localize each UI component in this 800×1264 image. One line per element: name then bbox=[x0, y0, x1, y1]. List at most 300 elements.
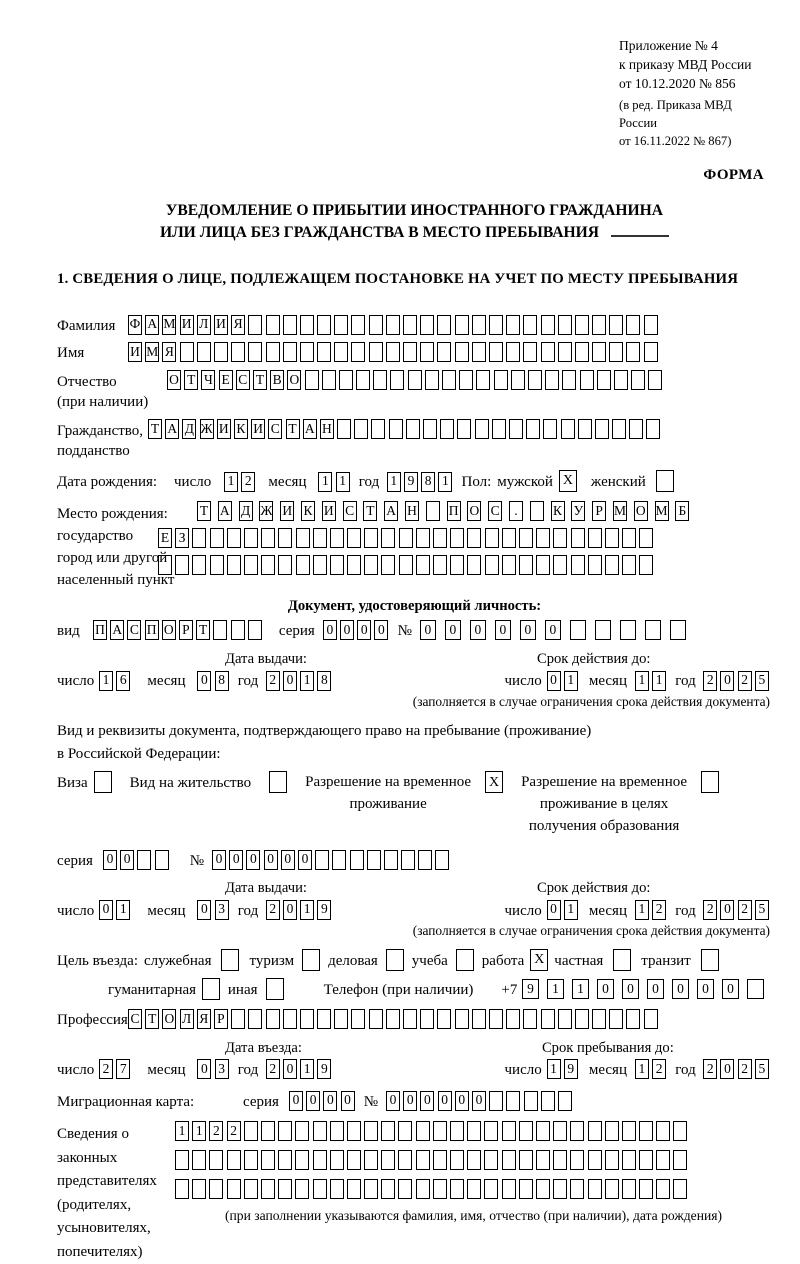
char-cell[interactable] bbox=[541, 1009, 555, 1029]
char-cell[interactable] bbox=[210, 555, 224, 575]
char-cell[interactable] bbox=[588, 555, 602, 575]
char-cell[interactable]: 2 bbox=[241, 472, 255, 492]
char-cell[interactable] bbox=[425, 370, 439, 390]
char-cell[interactable] bbox=[562, 370, 576, 390]
visa-checkbox[interactable] bbox=[94, 771, 112, 793]
char-cell[interactable]: Н bbox=[405, 501, 419, 521]
char-cell[interactable] bbox=[367, 850, 381, 870]
char-cell[interactable]: М bbox=[655, 501, 669, 521]
char-cell[interactable] bbox=[192, 1179, 206, 1199]
sex-female-checkbox[interactable] bbox=[656, 470, 674, 492]
char-cell[interactable]: Т bbox=[145, 1009, 159, 1029]
char-cell[interactable] bbox=[433, 555, 447, 575]
char-cell[interactable]: 0 bbox=[283, 900, 297, 920]
char-cell[interactable] bbox=[472, 1009, 486, 1029]
char-cell[interactable] bbox=[570, 1179, 584, 1199]
char-cell[interactable]: 0 bbox=[545, 620, 561, 640]
char-cell[interactable] bbox=[457, 419, 471, 439]
char-cell[interactable] bbox=[398, 1179, 412, 1199]
char-cell[interactable] bbox=[213, 620, 227, 640]
char-cell[interactable] bbox=[197, 342, 211, 362]
char-cell[interactable] bbox=[354, 419, 368, 439]
char-cell[interactable]: А bbox=[218, 501, 232, 521]
char-cell[interactable] bbox=[747, 979, 764, 999]
char-cell[interactable] bbox=[244, 1179, 258, 1199]
char-cell[interactable]: 2 bbox=[703, 1059, 717, 1079]
char-cell[interactable]: Ф bbox=[128, 315, 142, 335]
char-cell[interactable]: С bbox=[343, 501, 357, 521]
char-cell[interactable]: 0 bbox=[289, 1091, 303, 1111]
char-cell[interactable]: Ж bbox=[259, 501, 273, 521]
char-cell[interactable]: Т bbox=[197, 501, 211, 521]
char-cell[interactable] bbox=[612, 419, 626, 439]
char-cell[interactable] bbox=[450, 1179, 464, 1199]
char-cell[interactable] bbox=[558, 342, 572, 362]
char-cell[interactable] bbox=[420, 1009, 434, 1029]
char-cell[interactable] bbox=[278, 1150, 292, 1170]
char-cell[interactable] bbox=[494, 370, 508, 390]
char-cell[interactable] bbox=[347, 1179, 361, 1199]
char-cell[interactable] bbox=[332, 850, 346, 870]
char-cell[interactable] bbox=[519, 1150, 533, 1170]
residence-permit-checkbox[interactable] bbox=[269, 771, 287, 793]
char-cell[interactable] bbox=[433, 1179, 447, 1199]
char-cell[interactable] bbox=[369, 315, 383, 335]
char-cell[interactable] bbox=[423, 419, 437, 439]
char-cell[interactable]: 0 bbox=[647, 979, 664, 999]
char-cell[interactable] bbox=[631, 370, 645, 390]
char-cell[interactable] bbox=[209, 1179, 223, 1199]
char-cell[interactable] bbox=[330, 528, 344, 548]
char-cell[interactable]: И bbox=[217, 419, 231, 439]
char-cell[interactable] bbox=[278, 528, 292, 548]
char-cell[interactable] bbox=[571, 555, 585, 575]
char-cell[interactable]: 2 bbox=[738, 671, 752, 691]
char-cell[interactable] bbox=[350, 850, 364, 870]
char-cell[interactable] bbox=[231, 1009, 245, 1029]
char-cell[interactable]: П bbox=[93, 620, 107, 640]
char-cell[interactable]: Л bbox=[197, 315, 211, 335]
char-cell[interactable] bbox=[472, 315, 486, 335]
char-cell[interactable]: И bbox=[251, 419, 265, 439]
char-cell[interactable] bbox=[656, 1150, 670, 1170]
char-cell[interactable] bbox=[347, 1150, 361, 1170]
char-cell[interactable] bbox=[406, 419, 420, 439]
char-cell[interactable] bbox=[597, 370, 611, 390]
char-cell[interactable] bbox=[437, 315, 451, 335]
char-cell[interactable] bbox=[300, 1009, 314, 1029]
char-cell[interactable] bbox=[403, 1009, 417, 1029]
char-cell[interactable]: Н bbox=[320, 419, 334, 439]
char-cell[interactable]: 1 bbox=[652, 671, 666, 691]
char-cell[interactable] bbox=[622, 1150, 636, 1170]
char-cell[interactable] bbox=[381, 555, 395, 575]
char-cell[interactable] bbox=[489, 1091, 503, 1111]
char-cell[interactable] bbox=[261, 528, 275, 548]
char-cell[interactable]: 1 bbox=[438, 472, 452, 492]
char-cell[interactable] bbox=[506, 1091, 520, 1111]
char-cell[interactable] bbox=[296, 528, 310, 548]
char-cell[interactable]: Д bbox=[182, 419, 196, 439]
char-cell[interactable]: 0 bbox=[520, 620, 536, 640]
char-cell[interactable] bbox=[506, 342, 520, 362]
char-cell[interactable] bbox=[364, 1179, 378, 1199]
char-cell[interactable] bbox=[266, 1009, 280, 1029]
char-cell[interactable]: 0 bbox=[341, 1091, 355, 1111]
char-cell[interactable] bbox=[605, 1121, 619, 1141]
char-cell[interactable]: 0 bbox=[197, 900, 211, 920]
char-cell[interactable] bbox=[506, 315, 520, 335]
char-cell[interactable]: И bbox=[322, 501, 336, 521]
char-cell[interactable] bbox=[398, 1150, 412, 1170]
char-cell[interactable] bbox=[192, 1150, 206, 1170]
char-cell[interactable] bbox=[523, 342, 537, 362]
char-cell[interactable] bbox=[639, 1121, 653, 1141]
char-cell[interactable] bbox=[155, 850, 169, 870]
char-cell[interactable]: 0 bbox=[306, 1091, 320, 1111]
char-cell[interactable]: И bbox=[280, 501, 294, 521]
char-cell[interactable]: 0 bbox=[229, 850, 243, 870]
purpose-other-checkbox[interactable] bbox=[266, 978, 284, 1000]
char-cell[interactable]: 0 bbox=[264, 850, 278, 870]
char-cell[interactable] bbox=[626, 1009, 640, 1029]
char-cell[interactable]: 0 bbox=[597, 979, 614, 999]
char-cell[interactable] bbox=[399, 528, 413, 548]
char-cell[interactable] bbox=[580, 370, 594, 390]
char-cell[interactable] bbox=[450, 1121, 464, 1141]
char-cell[interactable] bbox=[644, 342, 658, 362]
char-cell[interactable]: Л bbox=[180, 1009, 194, 1029]
char-cell[interactable] bbox=[283, 342, 297, 362]
char-cell[interactable] bbox=[364, 1121, 378, 1141]
char-cell[interactable]: К bbox=[234, 419, 248, 439]
char-cell[interactable]: В bbox=[270, 370, 284, 390]
char-cell[interactable] bbox=[420, 342, 434, 362]
char-cell[interactable]: 0 bbox=[622, 979, 639, 999]
char-cell[interactable]: 7 bbox=[116, 1059, 130, 1079]
char-cell[interactable] bbox=[553, 1150, 567, 1170]
char-cell[interactable] bbox=[673, 1179, 687, 1199]
char-cell[interactable] bbox=[467, 1179, 481, 1199]
char-cell[interactable] bbox=[416, 1150, 430, 1170]
char-cell[interactable] bbox=[536, 555, 550, 575]
char-cell[interactable]: 1 bbox=[547, 1059, 561, 1079]
char-cell[interactable] bbox=[502, 1121, 516, 1141]
char-cell[interactable]: 0 bbox=[547, 671, 561, 691]
char-cell[interactable] bbox=[595, 419, 609, 439]
char-cell[interactable]: 0 bbox=[420, 620, 436, 640]
char-cell[interactable] bbox=[570, 620, 586, 640]
char-cell[interactable] bbox=[351, 342, 365, 362]
char-cell[interactable]: С bbox=[268, 419, 282, 439]
char-cell[interactable] bbox=[485, 555, 499, 575]
char-cell[interactable] bbox=[210, 528, 224, 548]
char-cell[interactable] bbox=[626, 342, 640, 362]
char-cell[interactable]: О bbox=[162, 1009, 176, 1029]
purpose-humanitarian-checkbox[interactable] bbox=[202, 978, 220, 1000]
char-cell[interactable] bbox=[530, 501, 544, 521]
char-cell[interactable]: . bbox=[509, 501, 523, 521]
char-cell[interactable]: 8 bbox=[317, 671, 331, 691]
char-cell[interactable] bbox=[408, 370, 422, 390]
char-cell[interactable] bbox=[506, 1009, 520, 1029]
char-cell[interactable] bbox=[317, 1009, 331, 1029]
char-cell[interactable] bbox=[570, 1121, 584, 1141]
char-cell[interactable]: 0 bbox=[697, 979, 714, 999]
char-cell[interactable] bbox=[175, 1179, 189, 1199]
char-cell[interactable]: 1 bbox=[300, 1059, 314, 1079]
char-cell[interactable] bbox=[467, 1150, 481, 1170]
purpose-tourism-checkbox[interactable] bbox=[302, 949, 320, 971]
sex-male-checkbox[interactable]: X bbox=[559, 470, 577, 492]
char-cell[interactable] bbox=[295, 1179, 309, 1199]
char-cell[interactable]: 1 bbox=[387, 472, 401, 492]
char-cell[interactable]: 2 bbox=[266, 671, 280, 691]
char-cell[interactable] bbox=[622, 1179, 636, 1199]
char-cell[interactable] bbox=[261, 1150, 275, 1170]
char-cell[interactable] bbox=[502, 1150, 516, 1170]
char-cell[interactable]: К bbox=[551, 501, 565, 521]
char-cell[interactable]: 5 bbox=[755, 900, 769, 920]
char-cell[interactable] bbox=[295, 1150, 309, 1170]
char-cell[interactable]: 0 bbox=[495, 620, 511, 640]
char-cell[interactable] bbox=[553, 528, 567, 548]
char-cell[interactable] bbox=[528, 370, 542, 390]
char-cell[interactable] bbox=[403, 315, 417, 335]
char-cell[interactable]: И bbox=[180, 315, 194, 335]
char-cell[interactable] bbox=[450, 528, 464, 548]
char-cell[interactable] bbox=[592, 1009, 606, 1029]
char-cell[interactable] bbox=[192, 555, 206, 575]
char-cell[interactable] bbox=[570, 1150, 584, 1170]
char-cell[interactable] bbox=[398, 1121, 412, 1141]
char-cell[interactable] bbox=[386, 342, 400, 362]
char-cell[interactable] bbox=[227, 528, 241, 548]
char-cell[interactable]: 1 bbox=[116, 900, 130, 920]
char-cell[interactable]: Т bbox=[286, 419, 300, 439]
char-cell[interactable] bbox=[536, 1179, 550, 1199]
char-cell[interactable] bbox=[523, 315, 537, 335]
char-cell[interactable] bbox=[605, 1150, 619, 1170]
char-cell[interactable] bbox=[244, 555, 258, 575]
char-cell[interactable] bbox=[313, 528, 327, 548]
char-cell[interactable] bbox=[248, 315, 262, 335]
char-cell[interactable]: 2 bbox=[652, 1059, 666, 1079]
char-cell[interactable] bbox=[209, 1150, 223, 1170]
char-cell[interactable] bbox=[305, 370, 319, 390]
char-cell[interactable]: А bbox=[384, 501, 398, 521]
char-cell[interactable]: 0 bbox=[103, 850, 117, 870]
char-cell[interactable] bbox=[536, 1121, 550, 1141]
char-cell[interactable] bbox=[440, 419, 454, 439]
char-cell[interactable] bbox=[489, 342, 503, 362]
char-cell[interactable]: 2 bbox=[99, 1059, 113, 1079]
char-cell[interactable] bbox=[248, 1009, 262, 1029]
char-cell[interactable]: Я bbox=[231, 315, 245, 335]
char-cell[interactable] bbox=[175, 555, 189, 575]
char-cell[interactable] bbox=[337, 419, 351, 439]
char-cell[interactable] bbox=[629, 419, 643, 439]
char-cell[interactable] bbox=[248, 620, 262, 640]
char-cell[interactable] bbox=[300, 342, 314, 362]
char-cell[interactable]: П bbox=[447, 501, 461, 521]
char-cell[interactable] bbox=[484, 1150, 498, 1170]
char-cell[interactable] bbox=[433, 1121, 447, 1141]
char-cell[interactable] bbox=[278, 555, 292, 575]
char-cell[interactable] bbox=[484, 1179, 498, 1199]
char-cell[interactable] bbox=[248, 342, 262, 362]
char-cell[interactable] bbox=[244, 528, 258, 548]
char-cell[interactable] bbox=[592, 315, 606, 335]
char-cell[interactable] bbox=[330, 1150, 344, 1170]
char-cell[interactable] bbox=[364, 528, 378, 548]
char-cell[interactable] bbox=[502, 555, 516, 575]
char-cell[interactable] bbox=[578, 419, 592, 439]
char-cell[interactable] bbox=[244, 1121, 258, 1141]
char-cell[interactable] bbox=[524, 1091, 538, 1111]
char-cell[interactable]: И bbox=[214, 315, 228, 335]
char-cell[interactable] bbox=[509, 419, 523, 439]
char-cell[interactable] bbox=[639, 528, 653, 548]
char-cell[interactable] bbox=[558, 1009, 572, 1029]
char-cell[interactable] bbox=[313, 555, 327, 575]
char-cell[interactable]: О bbox=[467, 501, 481, 521]
char-cell[interactable] bbox=[558, 315, 572, 335]
char-cell[interactable] bbox=[231, 620, 245, 640]
char-cell[interactable] bbox=[484, 1121, 498, 1141]
char-cell[interactable] bbox=[489, 1009, 503, 1029]
char-cell[interactable] bbox=[433, 528, 447, 548]
char-cell[interactable] bbox=[575, 315, 589, 335]
char-cell[interactable]: Ч bbox=[201, 370, 215, 390]
char-cell[interactable] bbox=[437, 342, 451, 362]
char-cell[interactable]: 0 bbox=[283, 1059, 297, 1079]
char-cell[interactable] bbox=[283, 1009, 297, 1029]
char-cell[interactable] bbox=[588, 1150, 602, 1170]
char-cell[interactable] bbox=[296, 555, 310, 575]
char-cell[interactable] bbox=[330, 555, 344, 575]
char-cell[interactable] bbox=[381, 1179, 395, 1199]
char-cell[interactable]: Е bbox=[219, 370, 233, 390]
char-cell[interactable] bbox=[330, 1121, 344, 1141]
purpose-private-checkbox[interactable] bbox=[613, 949, 631, 971]
char-cell[interactable] bbox=[426, 501, 440, 521]
char-cell[interactable]: А bbox=[145, 315, 159, 335]
char-cell[interactable] bbox=[588, 1121, 602, 1141]
char-cell[interactable]: Р bbox=[592, 501, 606, 521]
char-cell[interactable]: 2 bbox=[703, 900, 717, 920]
char-cell[interactable]: 1 bbox=[635, 900, 649, 920]
char-cell[interactable] bbox=[489, 315, 503, 335]
char-cell[interactable]: 0 bbox=[246, 850, 260, 870]
purpose-official-checkbox[interactable] bbox=[221, 949, 239, 971]
char-cell[interactable] bbox=[322, 370, 336, 390]
char-cell[interactable] bbox=[295, 1121, 309, 1141]
char-cell[interactable] bbox=[364, 555, 378, 575]
char-cell[interactable] bbox=[278, 1121, 292, 1141]
char-cell[interactable]: 0 bbox=[99, 900, 113, 920]
char-cell[interactable]: О bbox=[162, 620, 176, 640]
char-cell[interactable] bbox=[373, 370, 387, 390]
char-cell[interactable] bbox=[475, 419, 489, 439]
char-cell[interactable]: 0 bbox=[720, 671, 734, 691]
char-cell[interactable] bbox=[605, 1179, 619, 1199]
char-cell[interactable]: 1 bbox=[564, 900, 578, 920]
char-cell[interactable] bbox=[605, 528, 619, 548]
char-cell[interactable] bbox=[231, 342, 245, 362]
char-cell[interactable] bbox=[381, 1150, 395, 1170]
char-cell[interactable] bbox=[317, 342, 331, 362]
char-cell[interactable] bbox=[648, 370, 662, 390]
char-cell[interactable]: 6 bbox=[116, 671, 130, 691]
char-cell[interactable] bbox=[605, 555, 619, 575]
char-cell[interactable] bbox=[399, 555, 413, 575]
char-cell[interactable] bbox=[381, 528, 395, 548]
char-cell[interactable]: М bbox=[162, 315, 176, 335]
char-cell[interactable] bbox=[575, 1009, 589, 1029]
char-cell[interactable]: 2 bbox=[266, 1059, 280, 1079]
char-cell[interactable] bbox=[558, 1091, 572, 1111]
char-cell[interactable]: Р bbox=[214, 1009, 228, 1029]
char-cell[interactable] bbox=[670, 620, 686, 640]
char-cell[interactable]: 1 bbox=[572, 979, 589, 999]
char-cell[interactable] bbox=[351, 315, 365, 335]
char-cell[interactable] bbox=[472, 342, 486, 362]
purpose-work-checkbox[interactable]: X bbox=[530, 949, 548, 971]
char-cell[interactable]: Е bbox=[158, 528, 172, 548]
char-cell[interactable]: Я bbox=[197, 1009, 211, 1029]
char-cell[interactable] bbox=[639, 1179, 653, 1199]
char-cell[interactable] bbox=[300, 315, 314, 335]
char-cell[interactable] bbox=[519, 1179, 533, 1199]
char-cell[interactable]: 1 bbox=[224, 472, 238, 492]
char-cell[interactable]: А bbox=[303, 419, 317, 439]
char-cell[interactable]: У bbox=[571, 501, 585, 521]
char-cell[interactable]: Б bbox=[675, 501, 689, 521]
char-cell[interactable] bbox=[261, 1179, 275, 1199]
char-cell[interactable] bbox=[609, 1009, 623, 1029]
char-cell[interactable]: 0 bbox=[197, 671, 211, 691]
char-cell[interactable] bbox=[553, 1179, 567, 1199]
char-cell[interactable] bbox=[541, 315, 555, 335]
char-cell[interactable]: 1 bbox=[547, 979, 564, 999]
char-cell[interactable]: К bbox=[301, 501, 315, 521]
char-cell[interactable] bbox=[511, 370, 525, 390]
char-cell[interactable]: Т bbox=[363, 501, 377, 521]
char-cell[interactable]: Д bbox=[239, 501, 253, 521]
char-cell[interactable]: 1 bbox=[300, 900, 314, 920]
char-cell[interactable] bbox=[609, 342, 623, 362]
char-cell[interactable]: 0 bbox=[357, 620, 371, 640]
char-cell[interactable]: С bbox=[236, 370, 250, 390]
char-cell[interactable]: 1 bbox=[635, 1059, 649, 1079]
char-cell[interactable] bbox=[435, 850, 449, 870]
char-cell[interactable] bbox=[467, 528, 481, 548]
char-cell[interactable] bbox=[519, 1121, 533, 1141]
char-cell[interactable] bbox=[389, 419, 403, 439]
char-cell[interactable] bbox=[622, 528, 636, 548]
char-cell[interactable]: 5 bbox=[755, 1059, 769, 1079]
char-cell[interactable] bbox=[369, 342, 383, 362]
char-cell[interactable]: 0 bbox=[386, 1091, 400, 1111]
char-cell[interactable] bbox=[622, 555, 636, 575]
char-cell[interactable] bbox=[476, 370, 490, 390]
char-cell[interactable] bbox=[646, 419, 660, 439]
char-cell[interactable] bbox=[416, 1121, 430, 1141]
char-cell[interactable] bbox=[656, 1179, 670, 1199]
char-cell[interactable]: 0 bbox=[547, 900, 561, 920]
char-cell[interactable] bbox=[575, 342, 589, 362]
